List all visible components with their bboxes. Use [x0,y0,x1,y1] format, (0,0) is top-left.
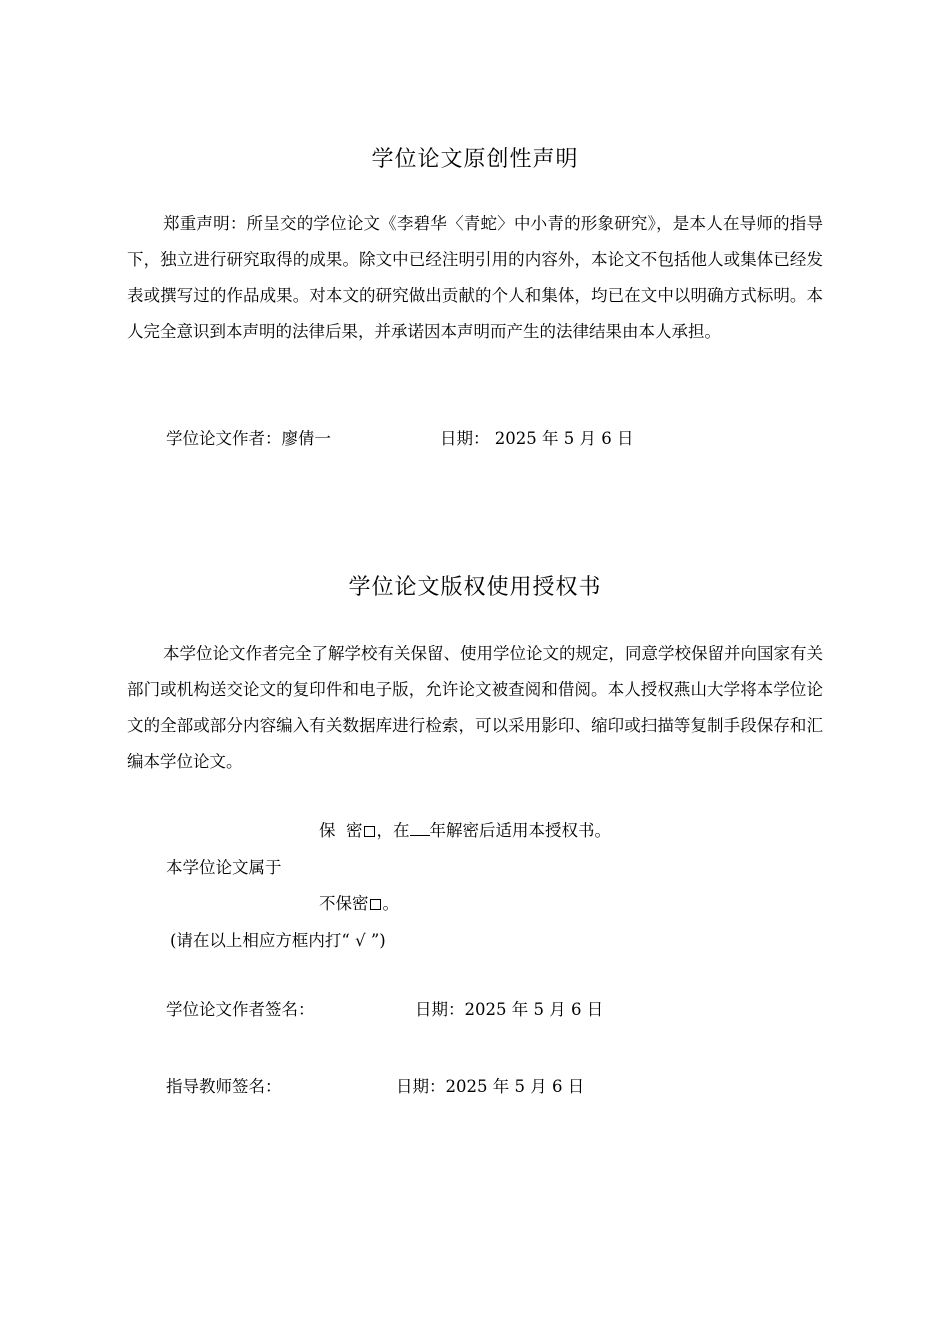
advisor-sign-date: 日期：2025 年 5 月 6 日 [396,1077,585,1096]
author-sign-line [166,998,315,1022]
author-sign-label: 学位论文作者签名： [166,1000,315,1019]
author-sign-date: 日期：2025 年 5 月 6 日 [415,1000,604,1019]
not-secret-label: 不保密 [319,894,369,913]
authorization-title: 学位论文版权使用授权书 [348,575,602,600]
declaration-date-line [440,427,633,451]
declaration-author-line [166,427,331,451]
advisor-sign-line [166,1075,282,1099]
secret-years-blank[interactable] [410,821,430,836]
not-secret-option-line [319,892,399,916]
author-sign-date-line [415,998,603,1022]
advisor-sign-date-line [396,1075,584,1099]
secret-checkbox[interactable] [364,826,375,837]
declaration-date-label: 日期： [440,429,490,448]
not-secret-end: 。 [382,894,399,913]
instruction-line [170,929,386,953]
authorization-body: 本学位论文作者完全了解学校有关保留、使用学位论文的规定，同意学校保留并向国家有关部门或机构送交论文的复印件和电子版，允许论文被查阅和借阅。本人授权燕山大学将本学位论文的全部或部分内容编入有关数据库进行检索，可以采用影印、缩印或扫描等复制手段保存和汇编本学位论文。 [127,644,823,771]
belongs-label: 本学位论文属于 [166,858,282,877]
declaration-date-value: 2025 年 5 月 6 日 [494,429,634,448]
declaration-author-name: 廖倩一 [281,429,331,448]
declaration-author-label: 学位论文作者： [166,429,282,448]
instruction-text: (请在以上相应方框内打“ √ ”) [170,931,386,950]
declaration-title: 学位论文原创性声明 [371,147,579,172]
secret-suffix-text: 年解密后适用本授权书。 [429,821,611,840]
secret-label: 保 密 [319,821,363,840]
belongs-line [166,856,282,880]
secret-middle-text: ，在 [376,821,410,840]
not-secret-checkbox[interactable] [370,899,381,910]
secret-option-line [319,819,611,843]
advisor-sign-label: 指导教师签名： [166,1077,282,1096]
declaration-body: 郑重声明：所呈交的学位论文《李碧华〈青蛇〉中小青的形象研究》，是本人在导师的指导下，独立进行研究取得的成果。除文中已经注明引用的内容外，本论文不包括他人或集体已经发表或撰写过的作品成果。对本文的研究做出贡献的个人和集体，均已在文中以明确方式标明。本人完全意识到本声明的法律后果，并承诺因本声明而产生的法律结果由本人承担。 [127,214,823,341]
